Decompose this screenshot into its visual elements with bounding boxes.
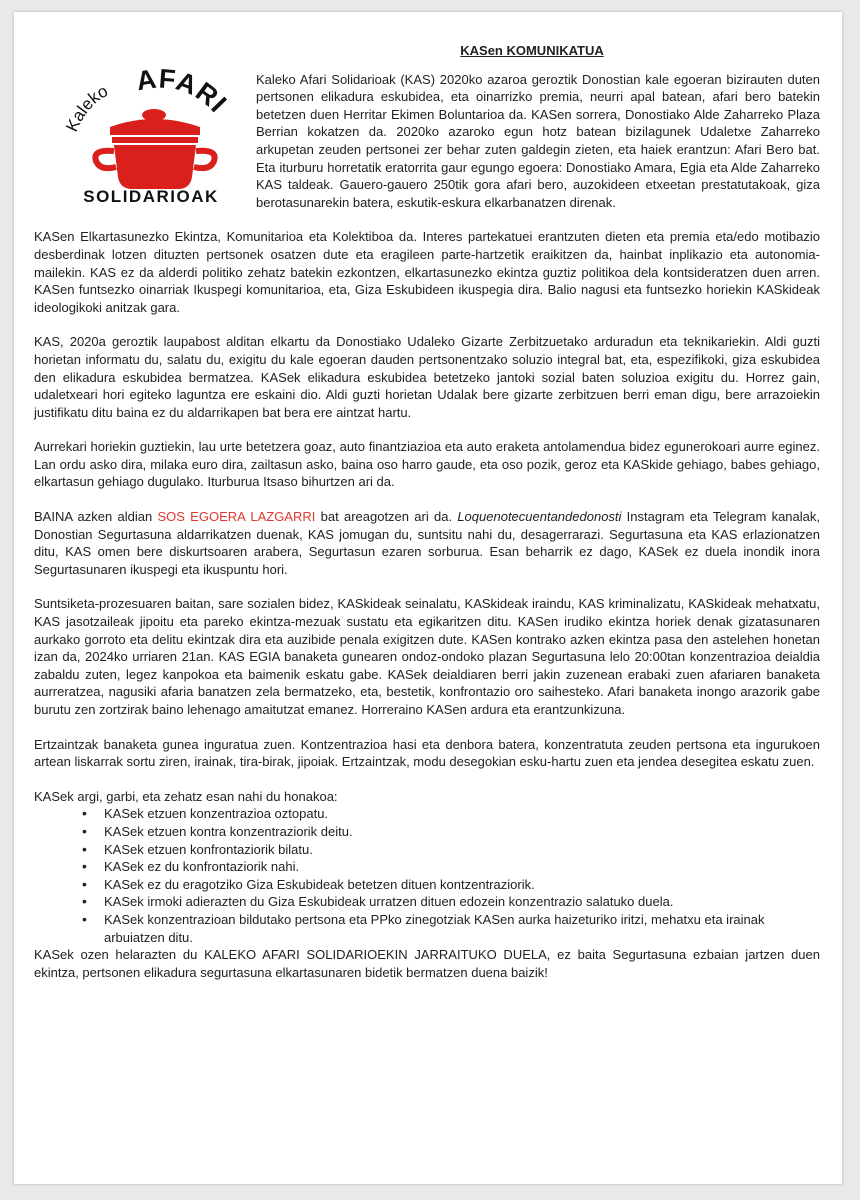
document-content [34,42,820,981]
list-item: • KASek etzuen kontra konzentraziorik deitu. [104,823,820,841]
list-intro: KASek argi, garbi, eta zehatz esan nahi du honakoa: [34,788,338,804]
list-item: • KASek etzuen konzentrazioa oztopatu. [104,805,820,823]
sos-text-before: BAINA azken aldian [34,509,158,525]
sos-highlight: SOS EGOERA LAZGARRI [157,509,316,525]
list-item: • KASek etzuen konfrontaziorik bilatu. [104,841,820,859]
kas-logo [54,55,244,205]
sos-text-after: Instagram eta Telegram kanalak, Donostian Segurtasuna aldarrikatzen duenak, KAS jomugan du, suntsitu nahi du, desagerrarazi. Segurtasuna eta KAS erlazionatzen ditu, KAS omen bere diskurtsoaren arabera, Segurtasun ezaren sorburua. Esan beharrik ez dago, KASek ez duela inondik inora Segurtasunaren ikuspegi eta ikuspuntu hori. [34,509,820,577]
document-page [14,12,842,1184]
logo-text-kaleko: Kaleko [62,80,111,135]
logo-text-afari: AFARI [134,63,233,119]
cooking-pot-icon [95,109,214,189]
list-item: • KASek ez du eragotziko Giza Eskubideak betetzen dituen kontzentraziorik. [104,876,820,894]
logo-text-solidarioak: SOLIDARIOAK [83,186,219,205]
sos-text-middle: bat areagotzen ari da. [315,509,458,525]
list-item: • KASek ez du konfrontaziorik nahi. [104,858,820,876]
list-item: • KASek konzentrazioan bildutako pertsona eta PPko zinegotziak KASen aurka haizeturiko iritzi, mehatxu eta irainak arbuiatzen ditu. [104,911,820,946]
channel-name: Loquenotecuentandedonosti [457,509,622,525]
closing-statement: KASek ozen helarazten du KALEKO AFARI SOLIDARIOEKIN JARRAITUKO DUELA, ez baita Segurtasuna ezbaian jartzen duen ekintza, pertsonen elikadura segurtasuna elkartasunaren bidetik bermatzen duena baizik! [34,947,820,980]
paragraph-action: KASen Elkartasunezko Ekintza, Komunitarioa eta Kolektiboa da. Interes partekatuei erantzuten dieten eta premia eta/edo motibazio desberdinak lotzen dituzten pertsonek osatzen dute eta eragileen parte-hartzetik eraikitzen da, hainbat inplikazio eta autonomia-mailekin. KAS ez da alderdi politiko zehatz batekin ezkontzen, elkartasunezko ekintza guztiz politikoa dela kontsideratzen duen arren. KASen funtsezko oinarriak Ikuspegi komunitarioa, eta, Giza Eskubideen ikuspegia dira. Balio nagusi eta funtsezko horiekin KASkideak ideologikoki anitzak gara. [34,229,820,315]
paragraph-sos [34,508,820,578]
list-item: • KASek irmoki adierazten du Giza Eskubideak urratzen dituen edozein konzentrazio salatuko duela. [104,893,820,911]
paragraph-destruction: Suntsiketa-prozesuaren baitan, sare sozialen bidez, KASkideak seinalatu, KASkideak iraindu, KAS kriminalizatu, KASkideak mehatxatu, KAS jasotzaileak jipoitu eta pareko ekintza-mezuak sustatu eta egikaritzen ditu. KASen irudiko ekintza horiek denak gizatasunaren aurkako gorroto eta delitu ekintzak dira eta auzibide penala exigitzen dute. KASen kontrako azken ekintza pasa den astelehen honetan izan da, 2024ko urriaren 21an. KAS EGIA banaketa gunearen ondoz-ondoko plazan Segurtasuna lelo 20:00tan konzentrazioa deialdia zabaldu zuten, legez kanpokoa eta baimenik eskatu gabe. KASek deialdiaren berri jakin zuzenean erabaki zuen afariaren banaketa aurreratzea, nagusiki afaria banatzen zela bermatzeko, eta, bestetik, konfrontazio oro saihesteko. Afari banaketa inongo arazorik gabe burutu zen zortzirak baino lehenago amaitutzat emanez. Horreraino KASen ardura eta erantzunkizuna. [34,596,820,717]
paragraph-intro: Kaleko Afari Solidarioak (KAS) 2020ko azaroa geroztik Donostian kale egoeran bizirauten duten pertsonen elikadura eskubidea, eta oinarrizko premia, neurri apal batean, afari bero batekin betetzen duen Herritar Ekimen Boluntarioa da. KASen sorrera, Donostiako Alde Zaharreko Plaza Berrian kokatzen da. 2020ko azaroko egun hotz batean bizilagunek Udaletxe Zaharreko arkupetan zeuden pertsonei zer behar zuten galdegin zieten, eta haiek erantzun: Afari Bero bat. Eta iturburu horretatik eratorrita gaur egungo egoera: Donostiako Amara, Egia eta Alde Zaharreko KAS taldeak. Gauero-gauero 250tik gora afari bero, auzokideen etxeetan prestatutakoak, giza berotasunarekin batera, eskutik-eskura elkarbanatzen direnak. [256,71,820,210]
statement-list [78,805,820,946]
paragraph-meetings: KAS, 2020a geroztik laupabost alditan elkartu da Donostiako Udaleko Gizarte Zerbitzuetako arduradun eta teknikariekin. Aldi guzti horietan informatu du, salatu du, exigitu du kale egoeran dauden pertsonentzako soluzio integral bat, eta, espezifikoki, giza eskubidea den elikadura eskubidea bermatzea. KASek elikadura eskubidea betetzeko jantoki sozial baten soluzioa exigitu du. Horrez gain, udaletxeari hori egiteko laguntza ere eskaini dio. Aldi guzti horietan Udalak bere gizarte zerbitzuen berri eman digu, bere arrazoiekin justifikatu ditu baina ez du aldarrikapen bat bera ere aintzat hartu. [34,334,820,420]
document-title: KASen KOMUNIKATUA [460,43,604,58]
paragraph-background: Aurrekari horiekin guztiekin, lau urte betetzera goaz, auto finantziazioa eta auto eraketa antolamendua bidez egunerokoari aurre eginez. Lan ordu asko dira, milaka euro dira, zailtasun asko, baina oso harro gaude, eta oso pozik, geroz eta KASkide gehiago, babes gehiago, elkartasun gehiago dugulako. Iturburua Itsaso bihurtzen ari da. [34,439,820,490]
svg-text:Kaleko [62,81,111,134]
paragraph-ertzaintza: Ertzaintzak banaketa gunea inguratua zuen. Kontzentrazioa hasi eta denbora batera, konzentratuta zeuden pertsona eta ingurukoen artean liskarrak sortu ziren, irainak, tira-birak, jipoiak. Ertzaintzak, modu desegokian esku-hartu zuen eta jendea desegitea eskatu zuen. [34,736,820,770]
